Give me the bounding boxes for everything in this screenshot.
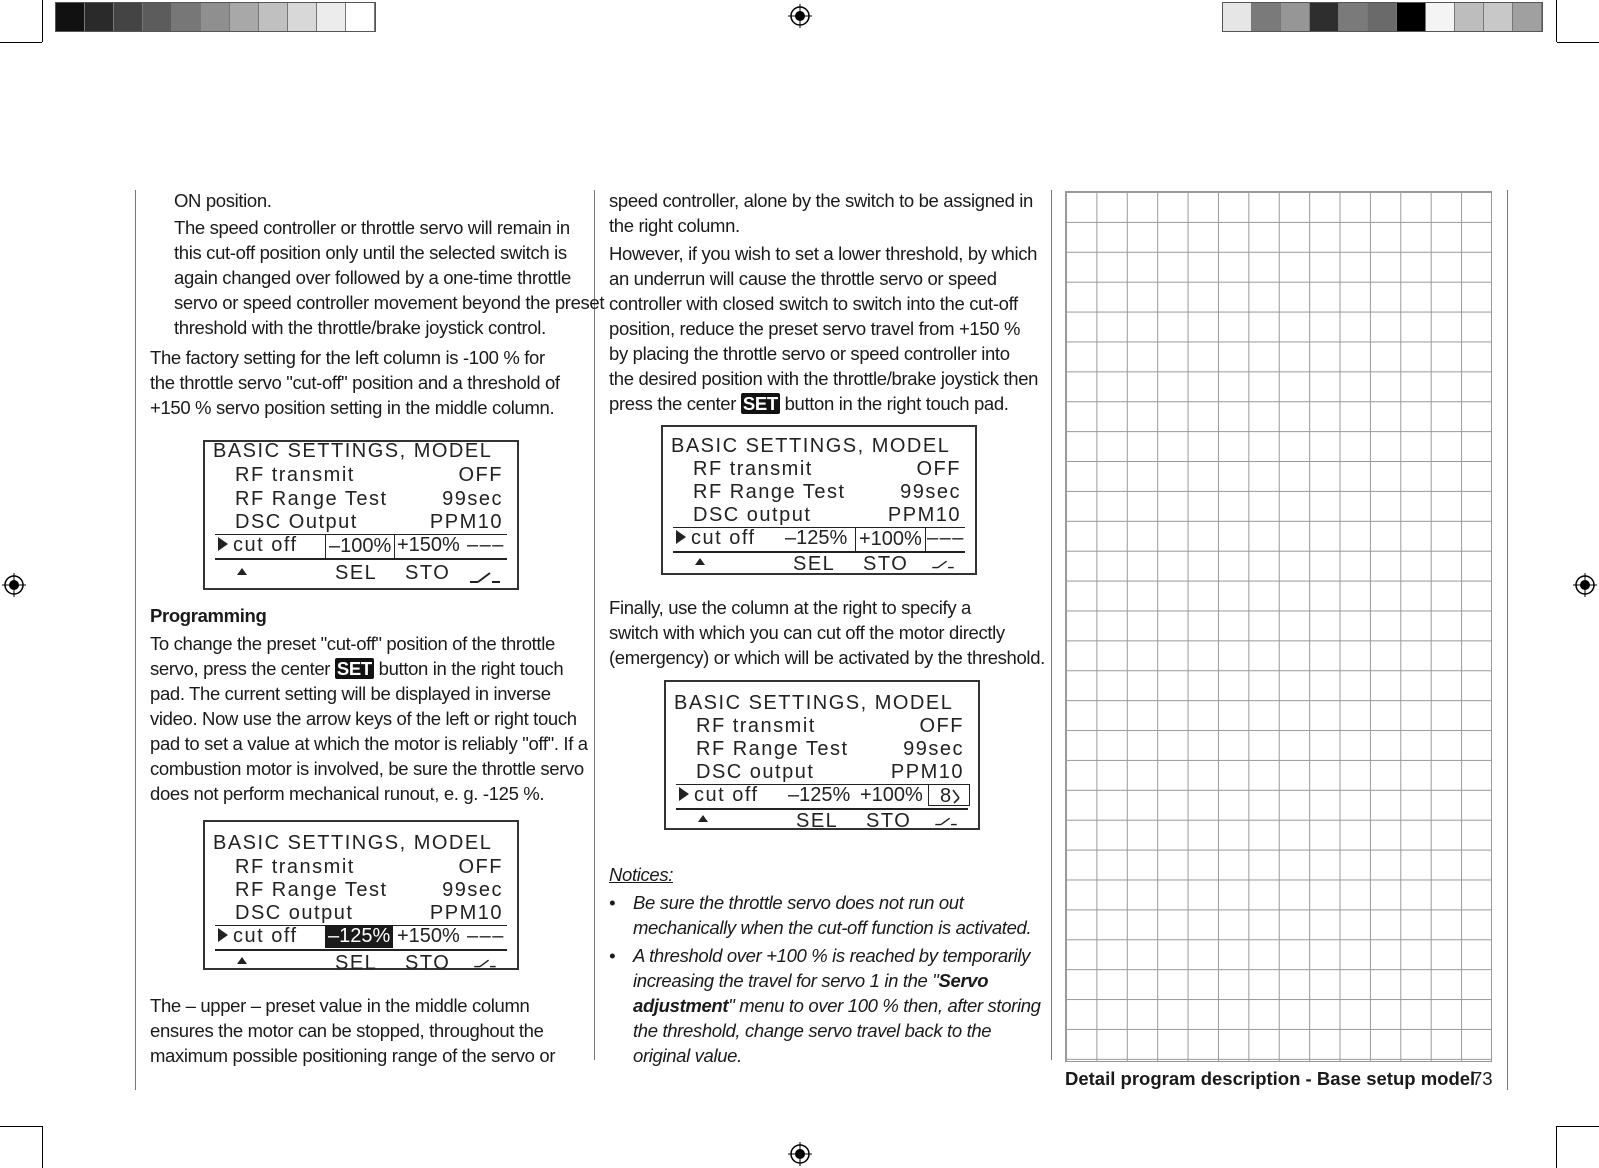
finally-paragraph [609, 595, 1045, 670]
text-line: servo or speed controller movement beyond the preset [174, 292, 605, 313]
rf-range-value: 99sec [442, 488, 503, 510]
notices-section [609, 862, 1041, 1068]
adjustment-term: adjustment [633, 995, 729, 1016]
switch-symbol-icon [470, 570, 500, 584]
up-arrow-icon [237, 957, 247, 964]
threshold-value: +150% [397, 925, 460, 947]
column-rule [1507, 190, 1508, 1090]
crop-mark [42, 0, 43, 42]
cut-off-label: cut off [691, 527, 756, 549]
text-line [609, 890, 1041, 915]
dsc-label: DSC Output [235, 511, 358, 533]
text-line: the right column. [609, 215, 740, 236]
programming-heading: Programming [150, 605, 267, 626]
column-rule [1051, 190, 1052, 1060]
dsc-label: DSC output [696, 761, 815, 783]
set-key-icon: SET [336, 658, 372, 679]
switch-value: ––– [927, 527, 965, 549]
text-line: pad. The current setting will be displayed in inverse [150, 683, 551, 704]
color-patch [85, 3, 114, 31]
text-fragment: " menu to over 100 % then, after storing [728, 995, 1041, 1016]
dsc-label: DSC output [693, 504, 812, 526]
servo-term: Servo [938, 970, 989, 991]
switch-symbol-icon [470, 958, 500, 968]
notes-grid [1065, 191, 1492, 1062]
up-arrow-icon [237, 568, 247, 575]
color-patch [1426, 3, 1455, 31]
text-line: The factory setting for the left column is -100 % for [150, 347, 545, 368]
text-line: ON position. [174, 190, 272, 211]
text-line: +150 % servo position setting in the middle column. [150, 397, 555, 418]
threshold-value: +100% [860, 784, 923, 806]
switch-open-icon [951, 788, 961, 804]
footer [1065, 1068, 1475, 1090]
color-patch [56, 3, 85, 31]
lcd-screen-4 [664, 680, 980, 830]
text-line [609, 915, 1041, 940]
rf-transmit-value: OFF [458, 464, 503, 486]
cursor-arrow-icon [676, 530, 686, 544]
text-line: combustion motor is involved, be sure the throttle servo [150, 758, 584, 779]
upper-value-paragraph [150, 993, 555, 1068]
color-patch [1223, 3, 1252, 31]
crop-mark [0, 42, 42, 43]
set-key-icon: SET [742, 393, 778, 414]
crop-mark [42, 1126, 43, 1168]
text-line [150, 656, 588, 681]
crop-mark [1557, 42, 1599, 43]
switch-symbol-icon [928, 559, 958, 569]
switch-value: ––– [467, 534, 505, 556]
text-fragment: button in the right touch pad. [784, 393, 1009, 414]
text-fragment: the threshold, change servo travel back to the [633, 1020, 992, 1041]
color-patch [172, 3, 201, 31]
color-patch [259, 3, 288, 31]
color-patch [1455, 3, 1484, 31]
text-line: (emergency) or which will be activated by the threshold. [609, 647, 1045, 668]
intro-paragraph [174, 188, 604, 340]
color-patch [346, 3, 375, 31]
lcd-screen-1 [203, 440, 519, 590]
footer-section-title: Detail program description - Base setup model [1065, 1068, 1476, 1089]
color-patch [143, 3, 172, 31]
color-patch [230, 3, 259, 31]
registration-mark-icon [788, 1142, 812, 1166]
sel-softkey: SEL [335, 952, 378, 974]
text-fragment: A threshold over +100 % is reached by temporarily [633, 945, 1031, 966]
sel-softkey: SEL [793, 553, 836, 575]
text-line [609, 391, 1038, 416]
text-line: ensures the motor can be stopped, throughout the [150, 1020, 544, 1041]
text-fragment: mechanically when the cut-off function is activated. [633, 917, 1032, 938]
text-line: this cut-off position only until the selected switch is [174, 242, 567, 263]
rf-range-value: 99sec [442, 879, 503, 901]
up-arrow-icon [698, 815, 708, 822]
rf-transmit-label: RF transmit [696, 715, 816, 737]
notices-heading: Notices: [609, 864, 674, 885]
text-line: The speed controller or throttle servo will remain in [174, 217, 570, 238]
dsc-value: PPM10 [429, 902, 503, 924]
rf-transmit-label: RF transmit [235, 464, 355, 486]
lcd-screen-2 [203, 820, 519, 974]
screen-title: BASIC SETTINGS, MODEL [213, 440, 493, 462]
text-line: threshold with the throttle/brake joystick control. [174, 317, 546, 338]
text-line: an underrun will cause the throttle servo or speed [609, 268, 997, 289]
dsc-value: PPM10 [429, 511, 503, 533]
dsc-value: PPM10 [890, 761, 964, 783]
cut-off-position-value: –125% [788, 784, 851, 806]
color-patch [1397, 3, 1426, 31]
text-line: controller with closed switch to switch into the cut-off [609, 293, 1018, 314]
color-patch [1252, 3, 1281, 31]
sel-softkey: SEL [796, 810, 839, 832]
text-line [609, 1018, 1041, 1043]
text-line [609, 993, 1041, 1018]
color-patch [1281, 3, 1310, 31]
text-fragment: Be sure the throttle servo does not run out [633, 892, 964, 913]
color-patch [1339, 3, 1368, 31]
sto-softkey: STO [405, 952, 451, 974]
column-rule [135, 190, 136, 1090]
row-underline [215, 949, 507, 951]
text-line: To change the preset "cut-off" position of the throttle [150, 633, 555, 654]
color-patch [1484, 3, 1513, 31]
text-line: does not perform mechanical runout, e. g. -125 %. [150, 783, 545, 804]
text-line [609, 1043, 1041, 1068]
color-patch [1513, 3, 1542, 31]
grayscale-bar-right [1222, 2, 1543, 32]
text-fragment: increasing the travel for servo 1 in the " [633, 970, 939, 991]
color-patch [201, 3, 230, 31]
lcd-screen-3 [661, 425, 977, 575]
color-patch [317, 3, 346, 31]
rf-range-value: 99sec [903, 738, 964, 760]
screen-title: BASIC SETTINGS, MODEL [674, 692, 954, 714]
text-line: Finally, use the column at the right to specify a [609, 597, 971, 618]
cut-off-label: cut off [233, 925, 298, 947]
cursor-arrow-icon [218, 537, 228, 551]
color-patch [1310, 3, 1339, 31]
text-line: again changed over followed by a one-time throttle [174, 267, 571, 288]
rf-transmit-value: OFF [458, 856, 503, 878]
crop-mark [0, 1126, 42, 1127]
dsc-label: DSC output [235, 902, 354, 924]
grayscale-bar-left [55, 2, 376, 32]
cut-off-position-value: –125% [785, 527, 848, 549]
text-line [609, 943, 1041, 968]
threshold-paragraph [609, 188, 1038, 416]
text-line: video. Now use the arrow keys of the left or right touch [150, 708, 577, 729]
switch-symbol-icon [931, 816, 961, 826]
page-number: 73 [1472, 1068, 1493, 1089]
sel-softkey: SEL [335, 562, 378, 584]
threshold-value: +150% [397, 534, 460, 556]
color-patch [288, 3, 317, 31]
registration-mark-icon [2, 573, 26, 597]
screen-title: BASIC SETTINGS, MODEL [213, 832, 493, 854]
rf-range-label: RF Range Test [693, 481, 846, 503]
rf-transmit-label: RF transmit [693, 458, 813, 480]
text-fragment: servo, press the center [150, 658, 331, 679]
dsc-value: PPM10 [887, 504, 961, 526]
rf-range-label: RF Range Test [696, 738, 849, 760]
rf-range-label: RF Range Test [235, 488, 388, 510]
text-line: The – upper – preset value in the middle column [150, 995, 530, 1016]
programming-section [150, 603, 588, 806]
switch-value: ––– [467, 925, 505, 947]
up-arrow-icon [695, 558, 705, 565]
rf-range-label: RF Range Test [235, 879, 388, 901]
text-line: the desired position with the throttle/brake joystick then [609, 368, 1039, 389]
color-patch [114, 3, 143, 31]
text-line: maximum possible positioning range of the servo or [150, 1045, 556, 1066]
bullet-icon: • [609, 892, 616, 913]
factory-setting-paragraph [150, 345, 560, 420]
registration-mark-icon [788, 4, 812, 28]
cut-off-position-value: –100% [325, 534, 395, 559]
sto-softkey: STO [863, 553, 909, 575]
cut-off-label: cut off [694, 784, 759, 806]
text-line [609, 968, 1041, 993]
crop-mark [1557, 1126, 1599, 1127]
text-line: pad to set a value at which the motor is reliably "off". If a [150, 733, 588, 754]
rf-range-value: 99sec [900, 481, 961, 503]
crop-mark [1556, 0, 1557, 42]
screen-title: BASIC SETTINGS, MODEL [671, 435, 951, 457]
text-fragment: press the center [609, 393, 737, 414]
cursor-arrow-icon [679, 787, 689, 801]
rf-transmit-label: RF transmit [235, 856, 355, 878]
cursor-arrow-icon [218, 928, 228, 942]
text-line: However, if you wish to set a lower threshold, by which [609, 243, 1038, 264]
text-fragment: button in the right touch [378, 658, 564, 679]
row-underline [215, 558, 507, 560]
switch-value [928, 784, 970, 806]
rf-transmit-value: OFF [916, 458, 961, 480]
text-line: speed controller, alone by the switch to be assigned in [609, 190, 1034, 211]
text-fragment: original value. [633, 1045, 742, 1066]
crop-mark [1556, 1126, 1557, 1168]
rf-transmit-value: OFF [919, 715, 964, 737]
threshold-value: +100% [855, 527, 926, 552]
text-line: the throttle servo "cut-off" position and a threshold of [150, 372, 560, 393]
text-line: switch with which you can cut off the motor directly [609, 622, 1005, 643]
cut-off-position-value: –125% [325, 925, 393, 948]
registration-mark-icon [1573, 573, 1597, 597]
switch-number: 8 [940, 785, 952, 807]
text-line: position, reduce the preset servo travel from +150 % [609, 318, 1021, 339]
sto-softkey: STO [866, 810, 912, 832]
cut-off-label: cut off [233, 534, 298, 556]
bullet-icon: • [609, 945, 616, 966]
text-line: by placing the throttle servo or speed controller into [609, 343, 1010, 364]
color-patch [1368, 3, 1397, 31]
sto-softkey: STO [405, 562, 451, 584]
